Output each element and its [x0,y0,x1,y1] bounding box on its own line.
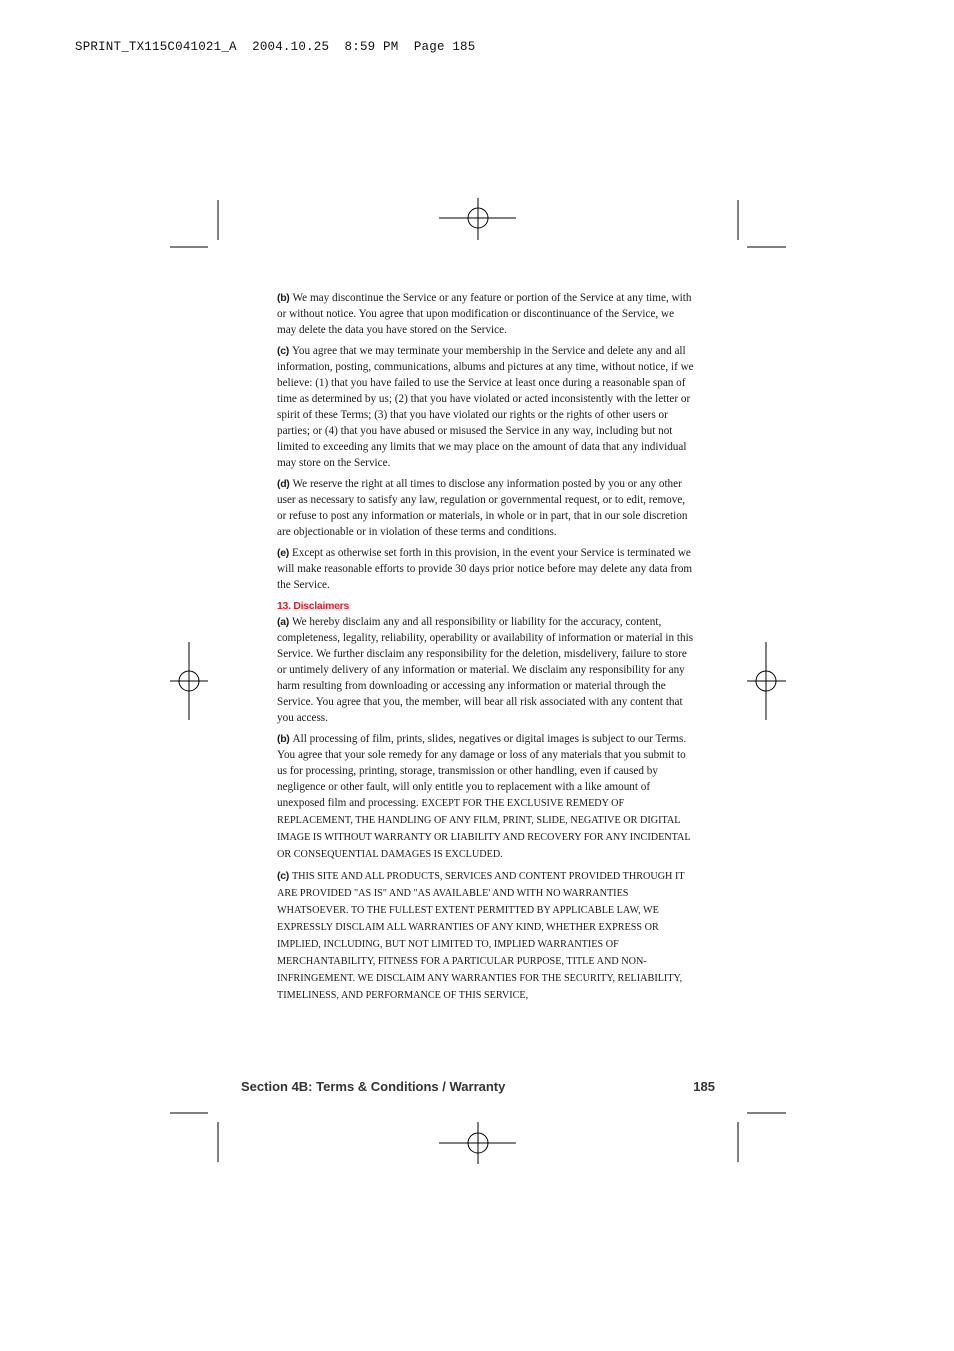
paragraph-text: We hereby disclaim any and all responsibility or liability for the accuracy, content, completeness, legality, reliability, operability or availability of information or material in this Service. We further disclaim any responsibility for the deletion, misdelivery, failure to store or untimely delivery of any information or material. We disclaim any responsibility for any harm resulting from downloading or accessing any information or material through the Service. You agree that you, the member, will bear all risk associated with any content that you access. [277,616,694,724]
paragraph-text: We may discontinue the Service or any feature or portion of the Service at any time, with or without notice. You agree that upon modification or discontinuance of the Service, we may delete the data you have stored on the Service. [277,292,692,336]
paragraph-label: (b) [277,292,290,304]
paragraph-label: (e) [277,547,289,559]
paragraph-label: (c) [277,345,289,357]
disclaimer-c [277,868,695,1004]
paragraph-e [277,545,695,593]
paragraph-b [277,290,695,338]
paragraph-text: Except as otherwise set forth in this provision, in the event your Service is terminated we will make reasonable efforts to provide 30 days prior notice before may delete any data from the Service. [277,547,693,591]
terms-body [277,290,695,1009]
paragraph-caps-text: EXCEPT FOR THE EXCLUSIVE REMEDY OF REPLACEMENT, THE HANDLING OF ANY FILM, PRINT, SLIDE, NEGATIVE OR DIGITAL IMAGE IS WITHOUT WARRANTY OR LIABILITY AND RECOVERY FOR ANY INCIDENTAL OR CONSEQUENTIAL DAMAGES IS EXCLUDED. [277,798,691,860]
paragraph-d [277,476,695,540]
paragraph-label: (a) [277,616,289,628]
paragraph-c [277,343,695,471]
page-footer [241,1079,715,1094]
disclaimer-a [277,614,695,726]
section-heading-disclaimers: 13. Disclaimers [277,600,349,612]
paragraph-caps-text: THIS SITE AND ALL PRODUCTS, SERVICES AND CONTENT PROVIDED THROUGH IT ARE PROVIDED "AS IS" AND "AS AVAILABLE' AND WITH NO WARRANTIES WHATSOEVER. TO THE FULLEST EXTENT PERMITTED BY APPLICABLE LAW, WE EXPRESSLY DISCLAIM ALL WARRANTIES OF ANY KIND, WHETHER EXPRESS OR IMPLIED, INCLUDING, BUT NOT LIMITED TO, IMPLIED WARRANTIES OF MERCHANTABILITY, FITNESS FOR A PARTICULAR PURPOSE, TITLE AND NON-INFRINGEMENT. WE DISCLAIM ANY WARRANTIES FOR THE SECURITY, RELIABILITY, TIMELINESS, AND PERFORMANCE OF THIS SERVICE, [277,871,685,1001]
paragraph-label: (d) [277,478,290,490]
disclaimer-b [277,731,695,863]
paragraph-label: (c) [277,870,289,882]
print-slug: SPRINT_TX115C041021_A 2004.10.25 8:59 PM Page 185 [75,40,476,54]
footer-section-title: Section 4B: Terms & Conditions / Warranty [241,1079,506,1094]
paragraph-text: You agree that we may terminate your membership in the Service and delete any and all information, posting, communications, albums and pictures at any time, without notice, if we believe: (1) that you have failed to use the Service at least once during a reasonable span of time as determined by us; (2) that you have violated or acted inconsistently with the letter or spirit of these Terms; (3) that you have violated our rights or the rights of other users or parties; or (4) that you have abused or misused the Service in any way, including but not limited to exceeding any limits that we may place on the amount of data that any individual may store on the Service. [277,345,694,469]
paragraph-text: All processing of film, prints, slides, negatives or digital images is subject to our Terms. You agree that your sole remedy for any damage or loss of any materials that you submit to us for processing, printing, storage, transmission or other handling, even if caused by negligence or other fault, will only entitle you to replacement with a like amount of unexposed film and processing. [277,733,687,809]
paragraph-label: (b) [277,733,290,745]
paragraph-text: We reserve the right at all times to disclose any information posted by you or any other user as necessary to satisfy any law, regulation or governmental request, or to edit, remove, or refuse to post any information or materials, in whole or in part, that in our sole discretion are objectionable or in violation of these terms and conditions. [277,478,688,538]
page-number: 185 [693,1079,715,1094]
